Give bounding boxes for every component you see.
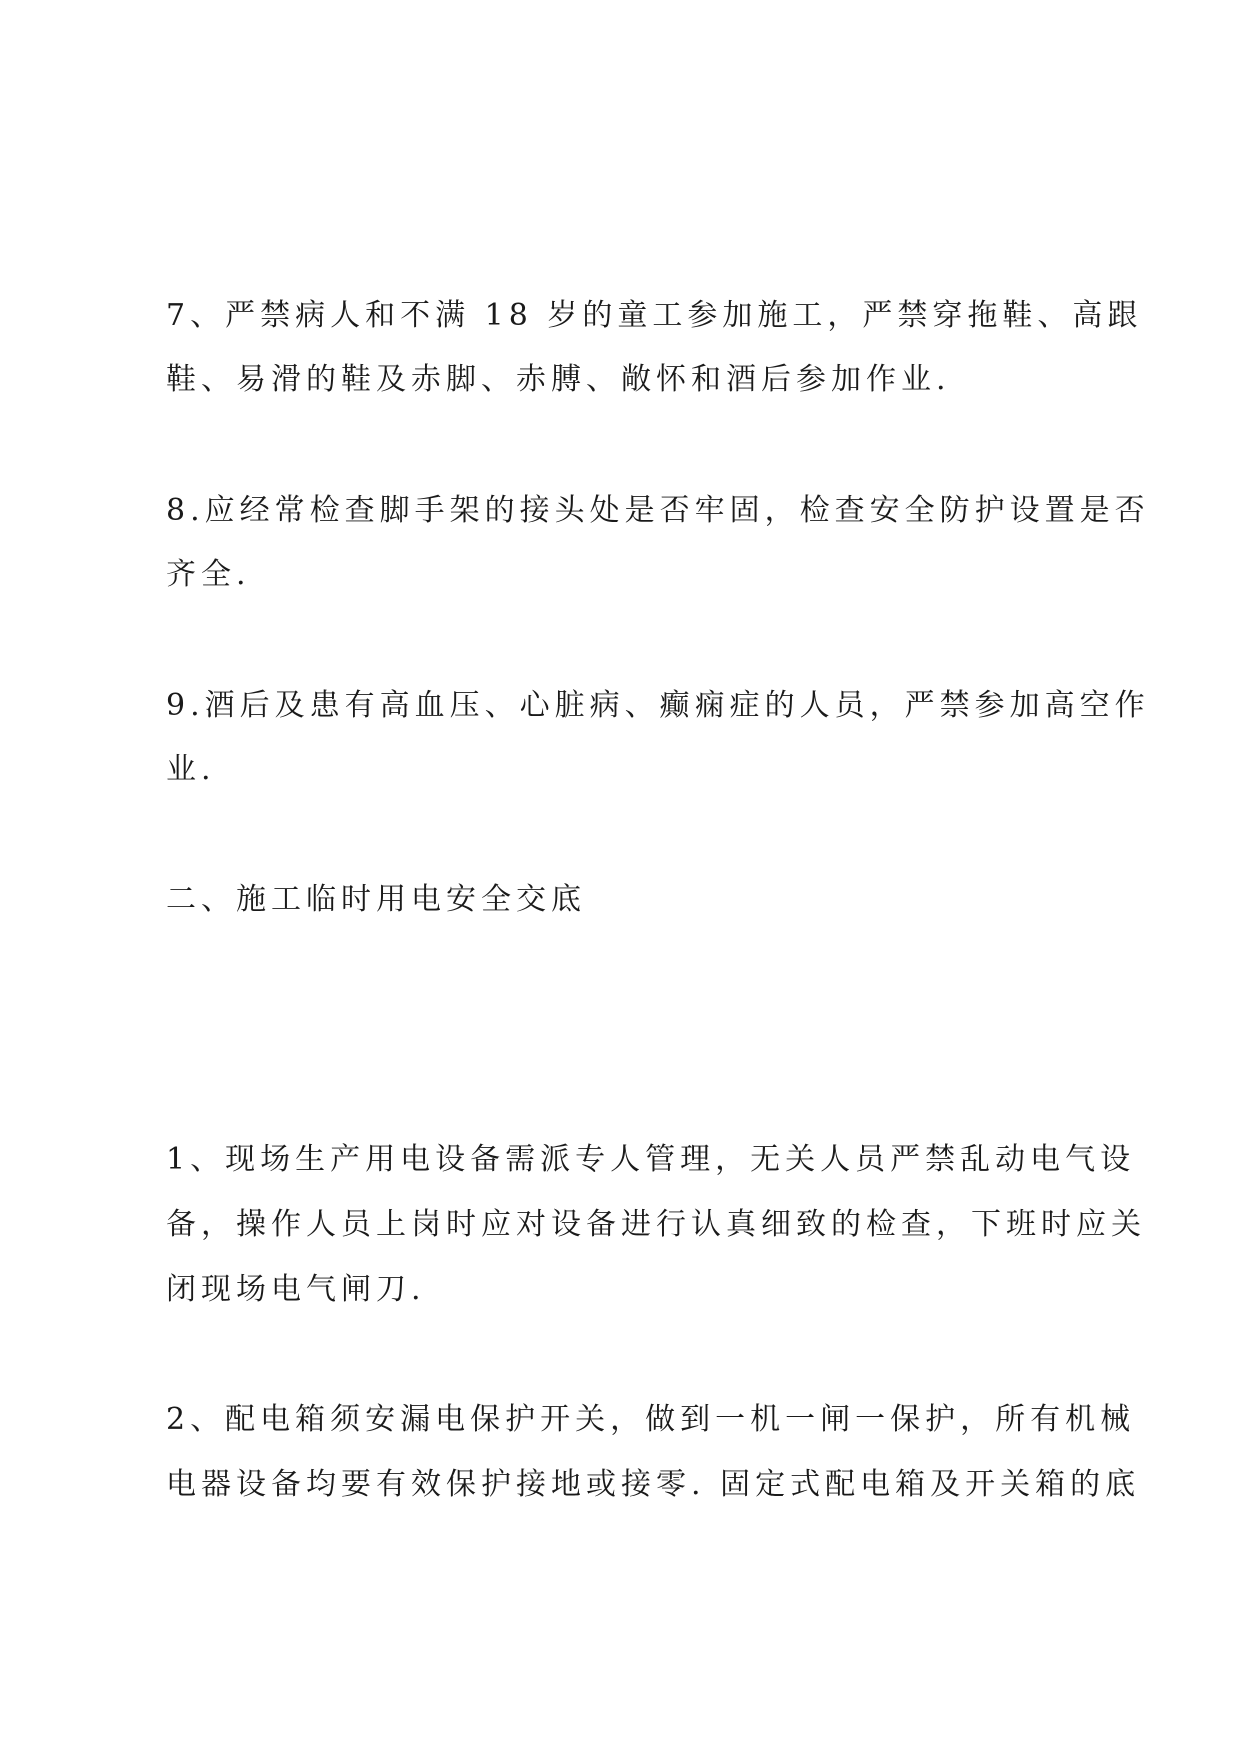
paragraph-1-line-2: 备，操作人员上岗时应对设备进行认真细致的检查，下班时应关 bbox=[166, 1207, 1146, 1242]
paragraph-7-line-1: 7、严禁病人和不满 18 岁的童工参加施工，严禁穿拖鞋、高跟 bbox=[166, 298, 1143, 333]
paragraph-8-line-2: 齐全. bbox=[166, 557, 251, 592]
paragraph-2-line-2: 电器设备均要有效保护接地或接零. 固定式配电箱及开关箱的底 bbox=[166, 1467, 1141, 1502]
paragraph-9-line-1: 9.酒后及患有高血压、心脏病、癫痫症的人员，严禁参加高空作 bbox=[166, 688, 1150, 723]
paragraph-9-line-2: 业. bbox=[166, 752, 216, 787]
section-heading: 二、施工临时用电安全交底 bbox=[166, 882, 586, 917]
paragraph-7-line-2: 鞋、易滑的鞋及赤脚、赤膊、敞怀和酒后参加作业. bbox=[166, 362, 951, 397]
paragraph-2-line-1: 2、配电箱须安漏电保护开关，做到一机一闸一保护，所有机械 bbox=[166, 1402, 1136, 1437]
paragraph-8-line-1: 8.应经常检查脚手架的接头处是否牢固，检查安全防护设置是否 bbox=[166, 493, 1150, 528]
paragraph-1-line-1: 1、现场生产用电设备需派专人管理，无关人员严禁乱动电气设 bbox=[166, 1142, 1136, 1177]
paragraph-1-line-3: 闭现场电气闸刀. bbox=[166, 1272, 426, 1307]
